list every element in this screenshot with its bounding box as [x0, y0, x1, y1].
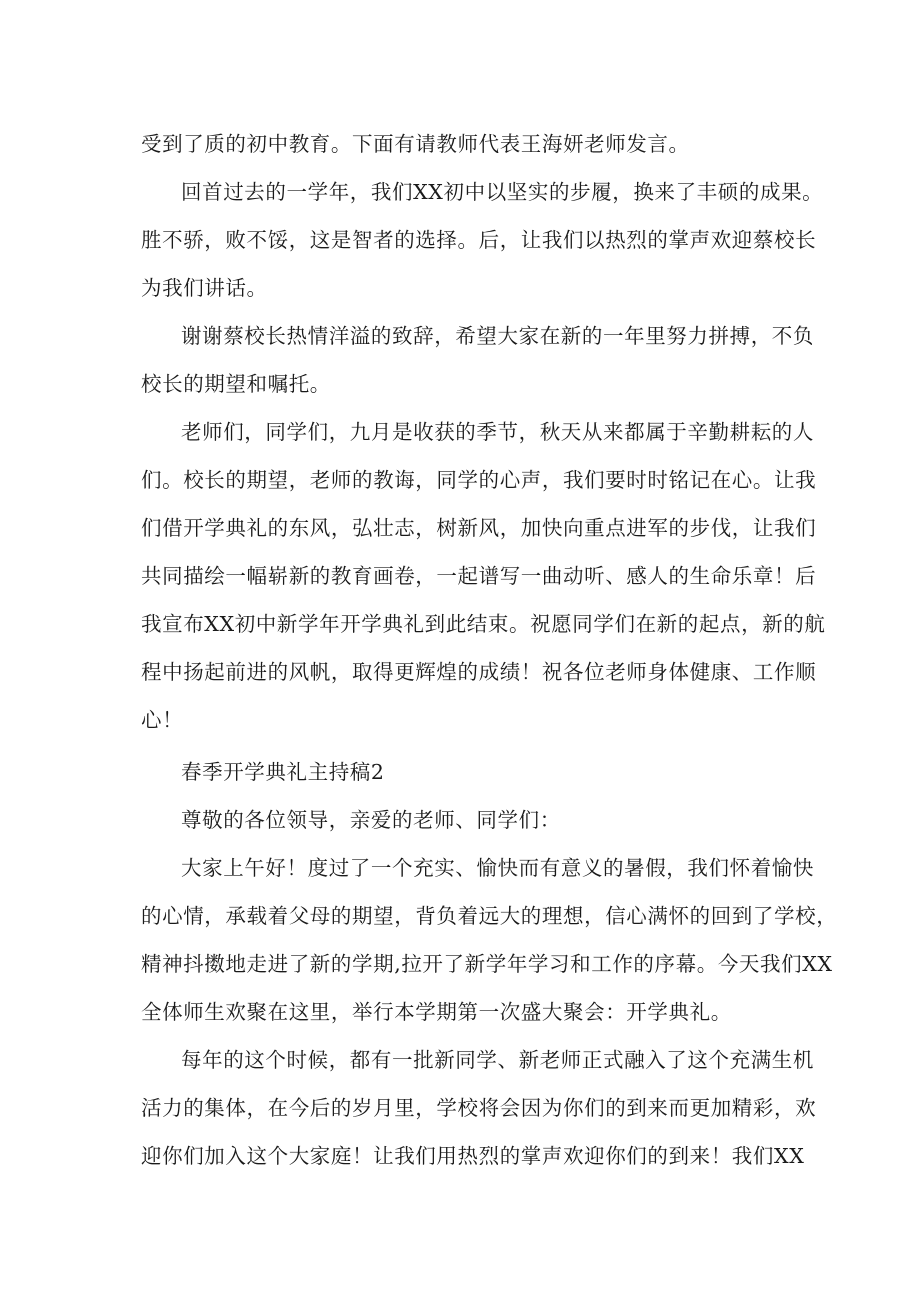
text-line: 活力的集体，在今后的岁月里，学校将会因为你们的到来而更加精彩，欢	[141, 1096, 817, 1120]
text-line: 我宣布XX初中新学年开学典礼到此结束。祝愿同学们在新的起点，新的航	[141, 612, 826, 636]
text-line: 程中扬起前进的风帆，取得更辉煌的成绩！祝各位老师身体健康、工作顺	[141, 660, 817, 684]
section-heading: 春季开学典礼主持稿2	[181, 760, 385, 784]
text-line: 们借开学典礼的东风，弘壮志，树新风，加快向重点进军的步伐，让我们	[141, 516, 817, 540]
text-line: 全体师生欢聚在这里，举行本学期第一次盛大聚会：开学典礼。	[141, 1000, 732, 1024]
text-line: 心！	[141, 708, 184, 732]
text-line: 迎你们加入这个大家庭！让我们用热烈的掌声欢迎你们的到来！我们XX	[141, 1144, 805, 1168]
text-line: 为我们讲话。	[141, 276, 268, 300]
text-line: 大家上午好！度过了一个充实、愉快而有意义的暑假，我们怀着愉快	[181, 856, 814, 880]
text-line: 校长的期望和嘱托。	[141, 372, 331, 396]
text-line: 尊敬的各位领导，亲爱的老师、同学们：	[181, 808, 561, 832]
text-line: 受到了质的初中教育。下面有请教师代表王海妍老师发言。	[141, 132, 690, 156]
text-line: 谢谢蔡校长热情洋溢的致辞，希望大家在新的一年里努力拼搏，不负	[181, 324, 814, 348]
text-line: 精神抖擞地走进了新的学期,拉开了新学年学习和工作的序幕。今天我们XX	[141, 952, 833, 976]
text-line: 胜不骄，败不馁，这是智者的选择。后，让我们以热烈的掌声欢迎蔡校长	[141, 228, 817, 252]
text-line: 的心情，承载着父母的期望，背负着远大的理想，信心满怀的回到了学校，	[141, 904, 838, 928]
text-line: 回首过去的一学年，我们XX初中以坚实的步履，换来了丰硕的成果。	[181, 180, 824, 204]
text-line: 每年的这个时候，都有一批新同学、新老师正式融入了这个充满生机	[181, 1048, 814, 1072]
text-line: 老师们，同学们，九月是收获的季节，秋天从来都属于辛勤耕耘的人	[181, 420, 814, 444]
text-line: 共同描绘一幅崭新的教育画卷，一起谱写一曲动听、感人的生命乐章！后	[141, 564, 817, 588]
text-line: 们。校长的期望，老师的教诲，同学的心声，我们要时时铭记在心。让我	[141, 468, 817, 492]
